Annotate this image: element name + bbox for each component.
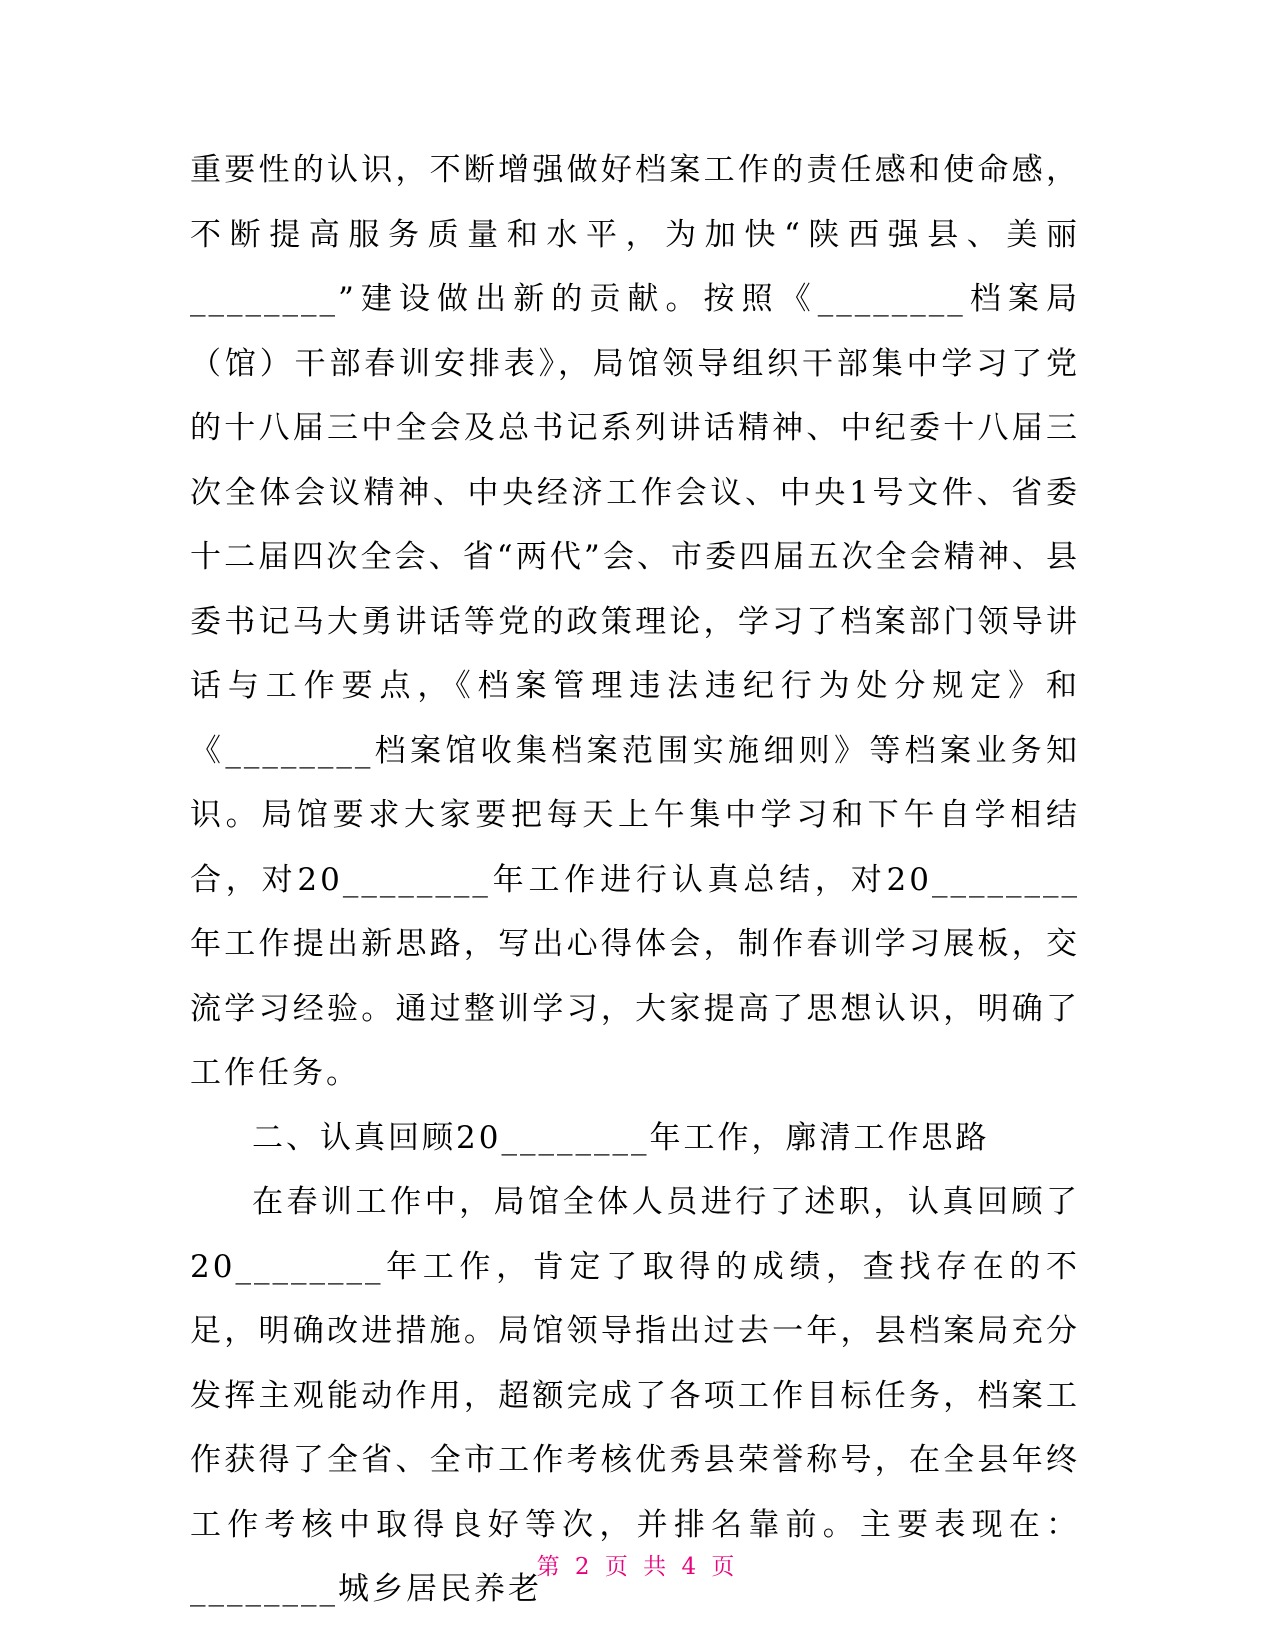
section-heading: 二、认真回顾20________年工作，廓清工作思路 [252,1119,990,1156]
document-body [190,138,1080,1622]
page-number-footer: 第 2 页 共 4 页 [536,1554,739,1580]
paragraph-review: 在春训工作中，局馆全体人员进行了述职，认真回顾了20________年工作，肯定了取得的成绩，查找存在的不足，明确改进措施。局馆领导指出过去一年，县档案局充分发挥主观能动作用，超额完成了各项工作目标任务，档案工作获得了全省、全市工作考核优秀县荣誉称号，在全县年终工作考核中取得良好等次，并排名靠前。主要表现在：________城乡居民养老 [190,1184,1080,1607]
paragraph-continuation: 重要性的认识，不断增强做好档案工作的责任感和使命感，不断提高服务质量和水平，为加快“陕西强县、美丽________”建设做出新的贡献。按照《________档案局（馆）干部春训安排表》，局馆领导组织干部集中学习了党的十八届三中全会及总书记系列讲话精神、中纪委十八届三次全体会议精神、中央经济工作会议、中央1号文件、省委十二届四次全会、省“两代”会、市委四届五次全会精神、县委书记马大勇讲话等党的政策理论，学习了档案部门领导讲话与工作要点，《档案管理违法违纪行为处分规定》和《________档案馆收集档案范围实施细则》等档案业务知识。局馆要求大家要把每天上午集中学习和下午自学相结合，对20________年工作进行认真总结，对20________年工作提出新思路，写出心得体会，制作春训学习展板，交流学习经验。通过整训学习，大家提高了思想认识，明确了工作任务。 [190,152,1080,1091]
